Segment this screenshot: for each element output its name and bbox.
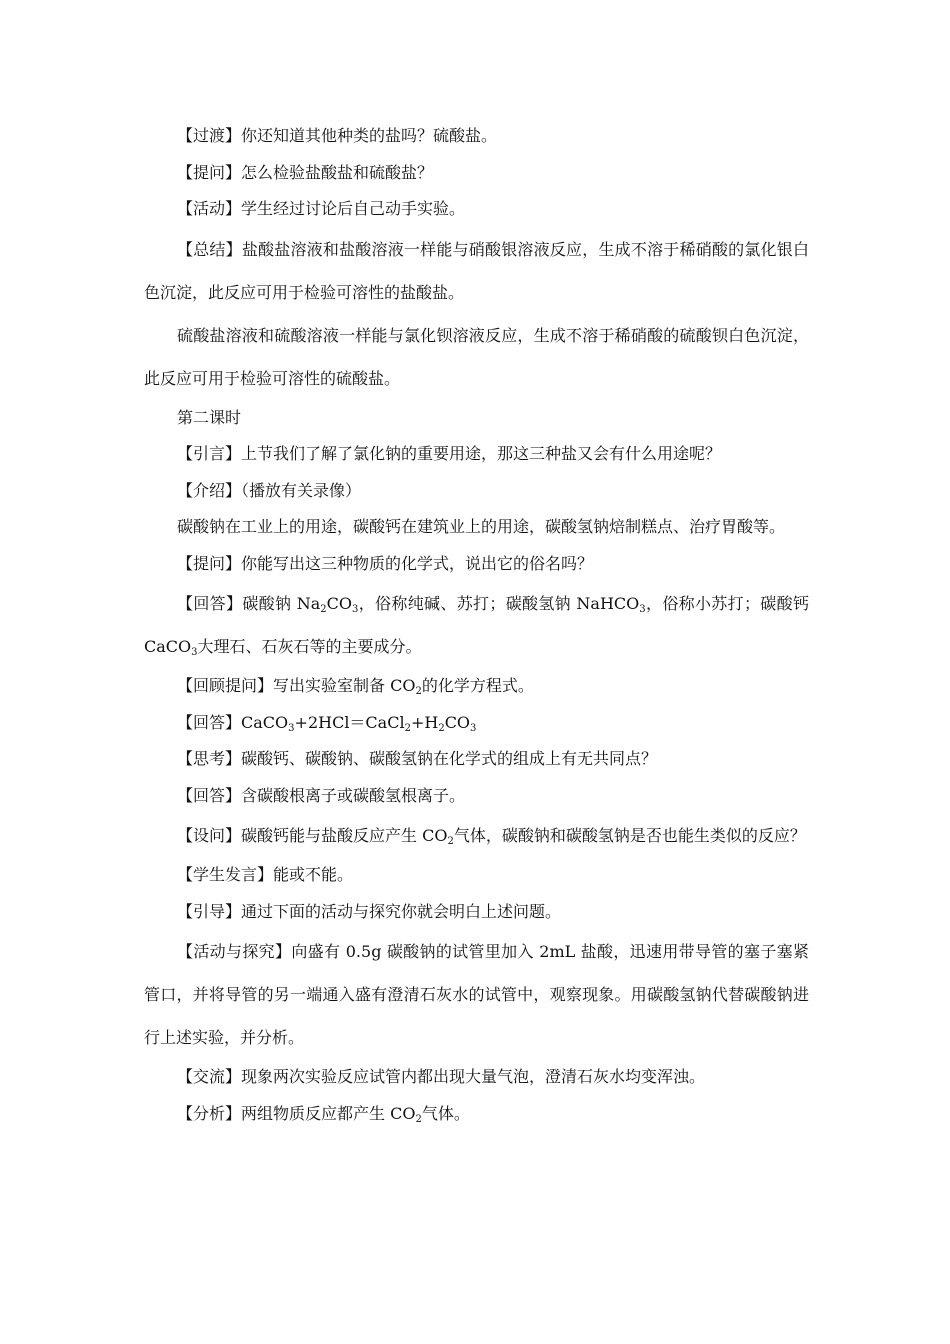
document-body	[144, 118, 809, 1132]
paragraph-text: 学生经过讨论后自己动手实验。	[241, 199, 466, 218]
paragraph-text: 碳酸钠在工业上的用途，碳酸钙在建筑业上的用途，碳酸氢钠焙制糕点、治疗胃酸等。	[177, 517, 786, 536]
subscript: 3	[288, 722, 295, 734]
paragraph-tag: 【回答】	[177, 594, 243, 613]
paragraph-question-formula	[144, 546, 809, 583]
paragraph-text: 盐酸盐溶液和盐酸溶液一样能与硝酸银溶液反应，生成不溶于稀硝酸的氯化银白色沉淀，此反应可用于检验可溶性的盐酸盐。	[144, 239, 809, 302]
subscript: 2	[415, 686, 422, 697]
paragraph-text: 第二课时	[177, 407, 242, 427]
subscript: 2	[438, 722, 445, 734]
paragraph-tag: 【提问】	[177, 553, 242, 573]
text-run: 的化学方程式。	[421, 676, 534, 695]
paragraph-summary	[144, 228, 809, 314]
paragraph-text: 能或不能。	[273, 865, 354, 884]
paragraph-text: 上节我们了解了氯化钠的重要用途，那这三种盐又会有什么用途呢？	[241, 444, 722, 463]
paragraph-answer-ions	[144, 778, 809, 815]
subscript: 3	[470, 722, 477, 734]
paragraph-tag: 【引言】	[177, 444, 242, 463]
text-run: ，俗称小苏打；碳酸钙 CaCO	[144, 594, 809, 656]
paragraph-text: 你能写出这三种物质的化学式，说出它的俗名吗？	[241, 553, 594, 573]
paragraph-tag: 【设问】	[177, 826, 242, 845]
paragraph-answer-equation	[144, 705, 809, 742]
paragraph-uses	[144, 509, 809, 546]
text-run: 气体，碳酸钠和碳酸氢钠是否也能生类似的反应？	[453, 826, 806, 845]
paragraph-text: 现象两次实验反应试管内都出现大量气泡，澄清石灰水均变浑浊。	[241, 1067, 706, 1086]
text-run: CO	[326, 594, 353, 613]
text-run: ，俗称纯碱、苏打；碳酸氢钠 NaHCO	[358, 594, 640, 613]
paragraph-exchange	[144, 1059, 809, 1096]
paragraph-text: 怎么检验盐酸盐和硫酸盐？	[241, 162, 434, 182]
subscript: 2	[320, 604, 327, 615]
subscript: 3	[191, 647, 198, 658]
paragraph-intro	[144, 436, 809, 473]
paragraph-text: 你还知道其他种类的盐吗？硫酸盐。	[241, 126, 498, 145]
paragraph-tag: 【活动与探究】	[177, 942, 292, 961]
paragraph-guide	[144, 894, 809, 931]
paragraph-hypothesis	[144, 814, 809, 857]
text-run: +H	[410, 712, 439, 732]
paragraph-tag: 【学生发言】	[177, 865, 274, 884]
text-run: 气体。	[421, 1103, 470, 1123]
paragraph-analysis	[144, 1096, 809, 1133]
paragraph-tag: 【过渡】	[177, 126, 242, 145]
paragraph-text: 含碳酸根离子或碳酸氢根离子。	[241, 785, 466, 805]
paragraph-tag: 【思考】	[177, 749, 242, 768]
paragraph-tag: 【分析】	[177, 1103, 242, 1123]
paragraph-introduce	[144, 473, 809, 510]
paragraph-tag: 【回答】	[177, 785, 242, 805]
text-run: CaCO	[241, 712, 289, 732]
text-run: 碳酸钠 Na	[242, 594, 321, 613]
text-run: 碳酸钙能与盐酸反应产生 CO	[241, 826, 448, 845]
paragraph-transition	[144, 118, 809, 155]
paragraph-tag: 【活动】	[177, 199, 242, 218]
paragraph-second-lesson	[144, 400, 809, 437]
paragraph-sulfate	[144, 314, 809, 400]
paragraph-text: 向盛有 0.5g 碳酸钠的试管里加入 2mL 盐酸，迅速用带导管的塞子塞紧管口，并将导管的另一端通入盛有澄清石灰水的试管中，观察现象。用碳酸氢钠代替碳酸钠进行上述实验，并分析。	[144, 942, 809, 1047]
paragraph-text: （播放有关录像）	[241, 480, 362, 500]
paragraph-tag: 【引导】	[177, 901, 242, 921]
paragraph-tag: 【回顾提问】	[177, 676, 274, 695]
paragraph-tag: 【总结】	[177, 239, 242, 259]
subscript: 2	[404, 722, 411, 734]
paragraph-text: 碳酸钙、碳酸钠、碳酸氢钠在化学式的组成上有无共同点？	[241, 749, 658, 768]
text-run: 大理石、石灰石等的主要成分。	[197, 637, 422, 656]
paragraph-tag: 【回答】	[177, 712, 242, 732]
paragraph-text: 硫酸盐溶液和硫酸溶液一样能与氯化钡溶液反应，生成不溶于稀硝酸的硫酸钡白色沉淀，此反应可用于检验可溶性的硫酸盐。	[144, 325, 809, 388]
paragraph-explore	[144, 930, 809, 1059]
paragraph-tag: 【交流】	[177, 1067, 242, 1086]
paragraph-think	[144, 741, 809, 778]
paragraph-answer-names	[144, 582, 809, 668]
subscript: 3	[352, 604, 359, 615]
subscript: 3	[639, 604, 646, 615]
paragraph-student-speech	[144, 857, 809, 894]
subscript: 2	[447, 836, 454, 847]
text-run: +2HCl＝CaCl	[294, 712, 405, 732]
text-run: 两组物质反应都产生 CO	[241, 1103, 416, 1123]
text-run: 写出实验室制备 CO	[273, 676, 416, 695]
paragraph-tag: 【介绍】	[177, 480, 242, 500]
paragraph-review-question	[144, 668, 809, 705]
paragraph-tag: 【提问】	[177, 162, 242, 182]
paragraph-text: 通过下面的活动与探究你就会明白上述问题。	[241, 901, 562, 921]
subscript: 2	[415, 1113, 422, 1125]
text-run: CO	[444, 712, 471, 732]
paragraph-activity	[144, 191, 809, 228]
paragraph-question	[144, 155, 809, 192]
